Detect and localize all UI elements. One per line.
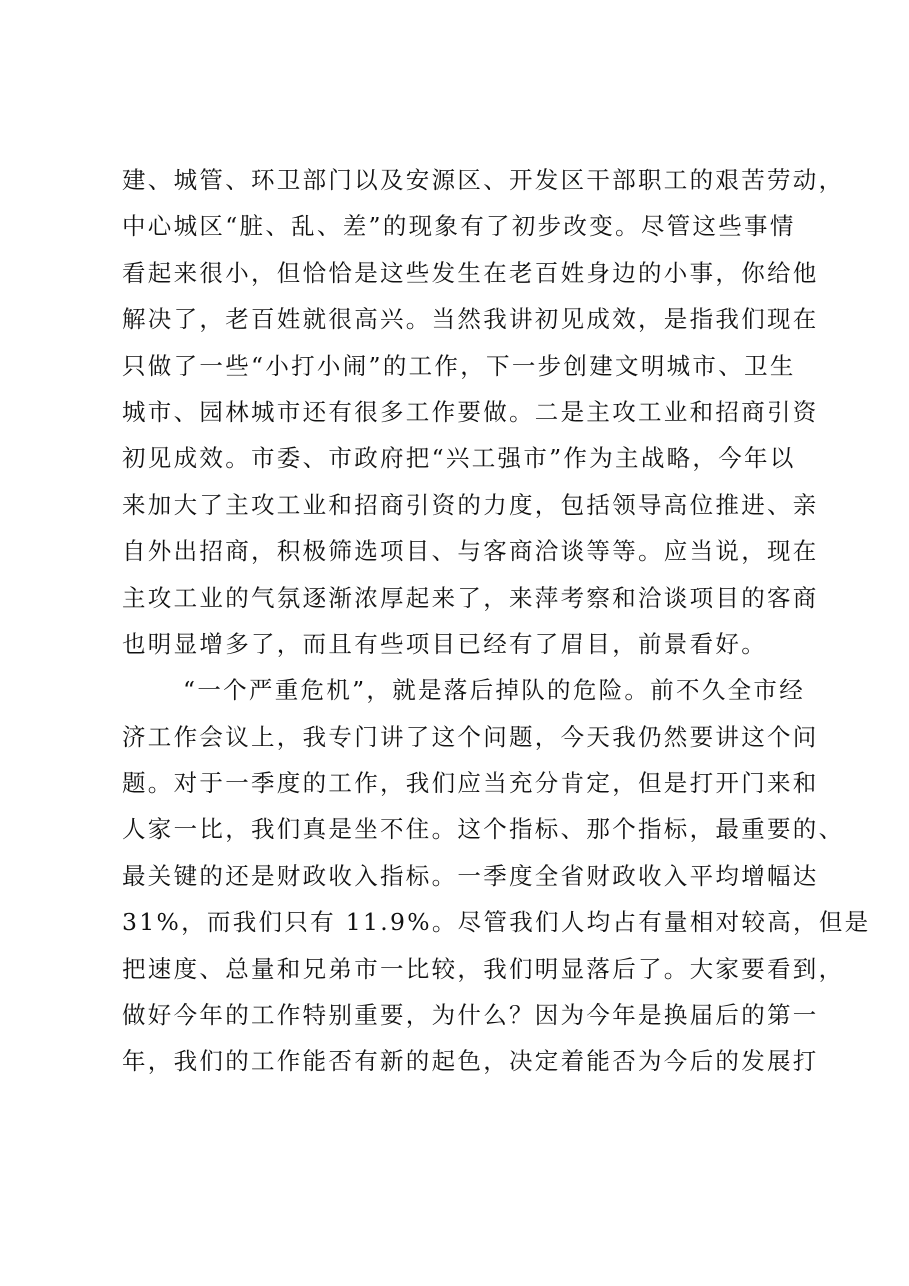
- text-line: 把速度、总量和兄弟市一比较，我们明显落后了。大家要看到，: [122, 954, 845, 983]
- text-line: 年，我们的工作能否有新的起色，决定着能否为今后的发展打: [122, 1047, 819, 1076]
- text-line: 城市、园林城市还有很多工作要做。二是主攻工业和招商引资: [122, 397, 819, 426]
- text-line: 看起来很小，但恰恰是这些发生在老百姓身边的小事，你给他: [122, 258, 819, 287]
- text-line: 主攻工业的气氛逐渐浓厚起来了，来萍考察和洽谈项目的客商: [122, 583, 819, 612]
- text-line: 济工作会议上，我专门讲了这个问题，今天我仍然要讲这个问: [122, 722, 819, 751]
- paragraph-start-line: “一个严重危机”，就是落后掉队的危险。前不久全市经: [183, 676, 806, 705]
- text-line: 也明显增多了，而且有些项目已经有了眉目，前景看好。: [122, 629, 767, 658]
- body-text: [122, 157, 871, 1085]
- text-line: 最关键的还是财政收入指标。一季度全省财政收入平均增幅达: [122, 861, 819, 890]
- text-line: 题。对于一季度的工作，我们应当充分肯定，但是打开门来和: [122, 769, 819, 798]
- text-line: 建、城管、环卫部门以及安源区、开发区干部职工的艰苦劳动，: [122, 166, 845, 194]
- text-line: 做好今年的工作特别重要，为什么？因为今年是换届后的第一: [122, 1001, 819, 1030]
- text-line: 31%，而我们只有 11.9%。尽管我们人均占有量相对较高，但是: [122, 908, 871, 937]
- text-line: 人家一比，我们真是坐不住。这个指标、那个指标，最重要的、: [122, 815, 845, 844]
- text-line: 解决了，老百姓就很高兴。当然我讲初见成效，是指我们现在: [122, 305, 819, 334]
- text-line: 来加大了主攻工业和招商引资的力度，包括领导高位推进、亲: [122, 490, 819, 519]
- text-line: 自外出招商，积极筛选项目、与客商洽谈等等。应当说，现在: [122, 537, 819, 566]
- text-line: 只做了一些“小打小闹”的工作，下一步创建文明城市、卫生: [122, 351, 796, 380]
- text-line: 中心城区“脏、乱、差”的现象有了初步改变。尽管这些事情: [122, 212, 796, 241]
- text-line: 初见成效。市委、市政府把“兴工强市”作为主战略，今年以: [122, 444, 796, 473]
